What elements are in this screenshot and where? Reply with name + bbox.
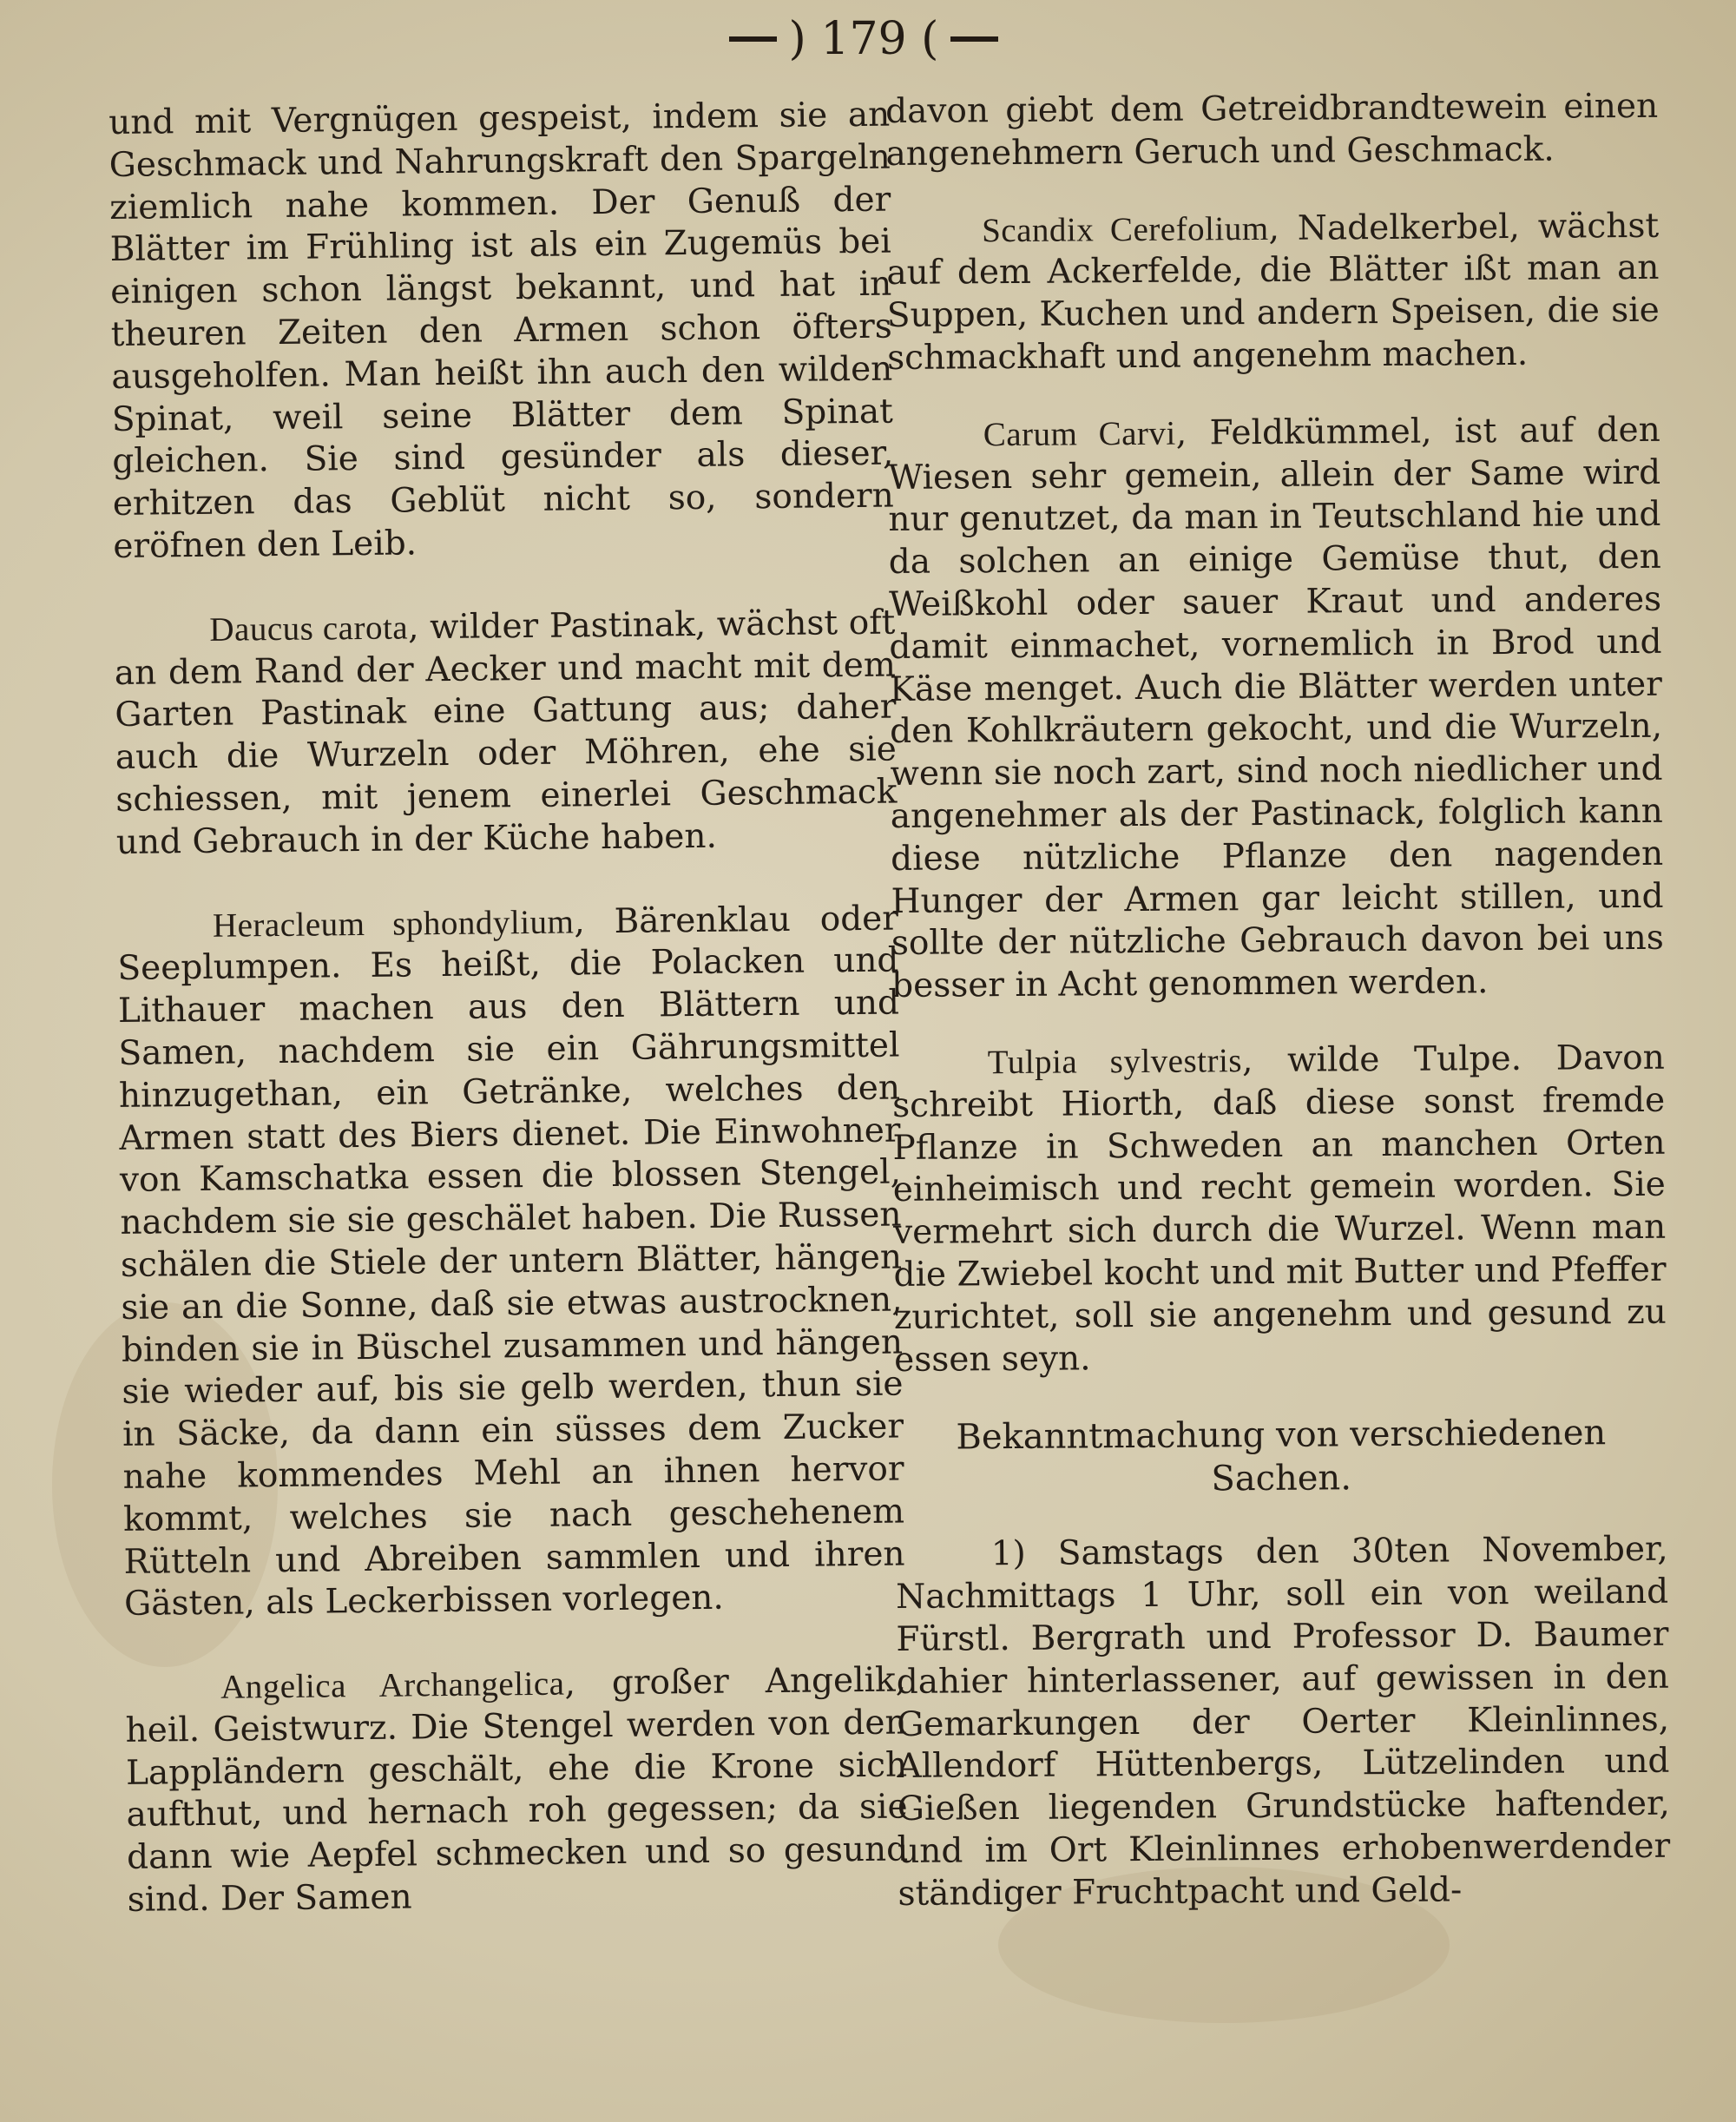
left-paragraph-daucus-text: , wilder Pastinak, wächst oft an dem Rand der Aecker und macht mit dem Garten Pastinak eine Gattung aus; daher auch die Wurzeln oder Möhren, ehe sie schiessen, mit jenem einerlei Geschmack und Gebrauch in der Küche haben. xyxy=(114,603,898,862)
right-paragraph-1: davon giebt dem Getreidbrandtewein einen angenehmern Geruch und Geschmack. xyxy=(885,86,1659,174)
right-paragraph-carum-text: , Feldkümmel, ist auf den Wiesen sehr gemein, allein der Same wird nur genutzet, da man in Teutschland hie und da solchen an einige Gemüse thut, den Weißkohl oder sauer Kraut und anderes damit einmachet, vornemlich in Brod und Käse menget. Auch die Blätter werden unter den Kohlkräutern gekocht, und die Wurzeln, wenn sie noch zart, sind noch niedlicher und angenehmer als der Pastinack, folglich kann diese nützliche Pflanze den nagenden Hunger der Armen gar leicht stillen, und sollte der nützliche Gebrauch davon bei uns besser in Acht genommen werden. xyxy=(887,410,1664,1006)
latin-name-angelica: Angelica Archangelica xyxy=(220,1664,565,1706)
left-paragraph-heracleum-text: , Bärenklau oder Seeplumpen. Es heißt, die Polacken und Lithauer machen aus den Blättern und Samen, nachdem sie ein Gährungsmittel hinzugethan, ein Getränke, welches den Armen statt des Biers dienet. Die Einwohner von Kamschatka essen die blossen Stengel, nachdem sie sie geschälet haben. Die Russen schälen die Stiele der untern Blätter, hängen sie an die Sonne, daß sie etwas austrocknen, binden sie in Büschel zusammen und hängen sie wieder auf, bis sie gelb werden, thun sie in Säcke, da dann ein süsses dem Zucker nahe kommendes Mehl an ihnen hervor kommt, welches sie nach geschehenem Rütteln und Abreiben sammlen und ihren Gästen, als Leckerbissen vorlegen. xyxy=(117,899,905,1624)
right-paragraph-tulpia xyxy=(892,1038,1667,1382)
header-dash-left xyxy=(729,36,777,42)
left-column xyxy=(108,95,909,1964)
latin-name-heracleum: Heracleum sphondylium xyxy=(212,902,575,945)
latin-name-daucus: Daucus carota xyxy=(209,609,409,649)
latin-name-carum: Carum Carvi xyxy=(983,414,1176,454)
right-paragraph-carum xyxy=(888,410,1665,1008)
right-paragraph-tulpia-text: , wilde Tulpe. Davon schreibt Hiorth, daß diese sonst fremde Pflanze in Schweden an manchen Orten einheimisch und recht gemein worden. Sie vermehrt sich durch die Wurzel. Wenn man die Zwiebel kocht und mit Butter und Pfeffer zurichtet, soll sie angenehm und gesund zu essen seyn. xyxy=(891,1038,1667,1380)
left-paragraph-angelica-text: , großer Angelik, heil. Geistwurz. Die Stengel werden von den Lappländern geschält, ehe die Krone sich aufthut, und hernach roh gegessen; da sie dann wie Aepfel schmecken und so gesund sind. Der Samen xyxy=(125,1660,909,1920)
header-dash-right xyxy=(950,36,998,42)
right-paragraph-scandix-text: , Nadelkerbel, wächst auf dem Ackerfelde, die Blätter ißt man an Suppen, Kuchen und andern Speisen, die sie schmackhaft und angenehm machen. xyxy=(886,206,1660,378)
left-paragraph-daucus xyxy=(114,602,898,864)
page-header xyxy=(660,9,1068,69)
right-column xyxy=(885,86,1671,1958)
notice-paragraph-1: 1) Samstags den 30ten November, Nachmittags 1 Uhr, soll ein von weiland Fürstl. Bergrath und Professor D. Baumer dahier hinterlassener, auf gewissen in den Gemarkungen der Oerter Kleinlinnes, Allendorf Hüttenbergs, Lützelinden und Gießen liegenden Grundstücke haftender, und im Ort Kleinlinnes erhobenwerdender ständiger Fruchtpacht und Geld- xyxy=(895,1530,1671,1914)
latin-name-tulpia: Tulpia sylvestris xyxy=(987,1042,1243,1082)
left-paragraph-1: und mit Vergnügen gespeist, indem sie an Geschmack und Nahrungskraft den Spargeln ziemlich nahe kommen. Der Genuß der Blätter im Frühling ist als ein Zugemüs bei einigen schon längst bekannt, und hat in theuren Zeiten den Armen schon öfters ausgeholfen. Man heißt ihn auch den wilden Spinat, weil seine Blätter dem Spinat gleichen. Sie sind gesünder als dieser, erhitzen das Geblüt nicht so, sondern eröfnen den Leib. xyxy=(108,95,895,566)
section-heading: Bekanntmachung von verschiedenen Sachen. xyxy=(956,1413,1607,1499)
right-paragraph-scandix xyxy=(886,205,1660,379)
left-paragraph-angelica xyxy=(125,1660,909,1922)
page-number: ) 179 ( xyxy=(788,13,939,65)
left-paragraph-heracleum xyxy=(117,898,906,1626)
latin-name-scandix: Scandix Cerefolium xyxy=(981,209,1269,249)
